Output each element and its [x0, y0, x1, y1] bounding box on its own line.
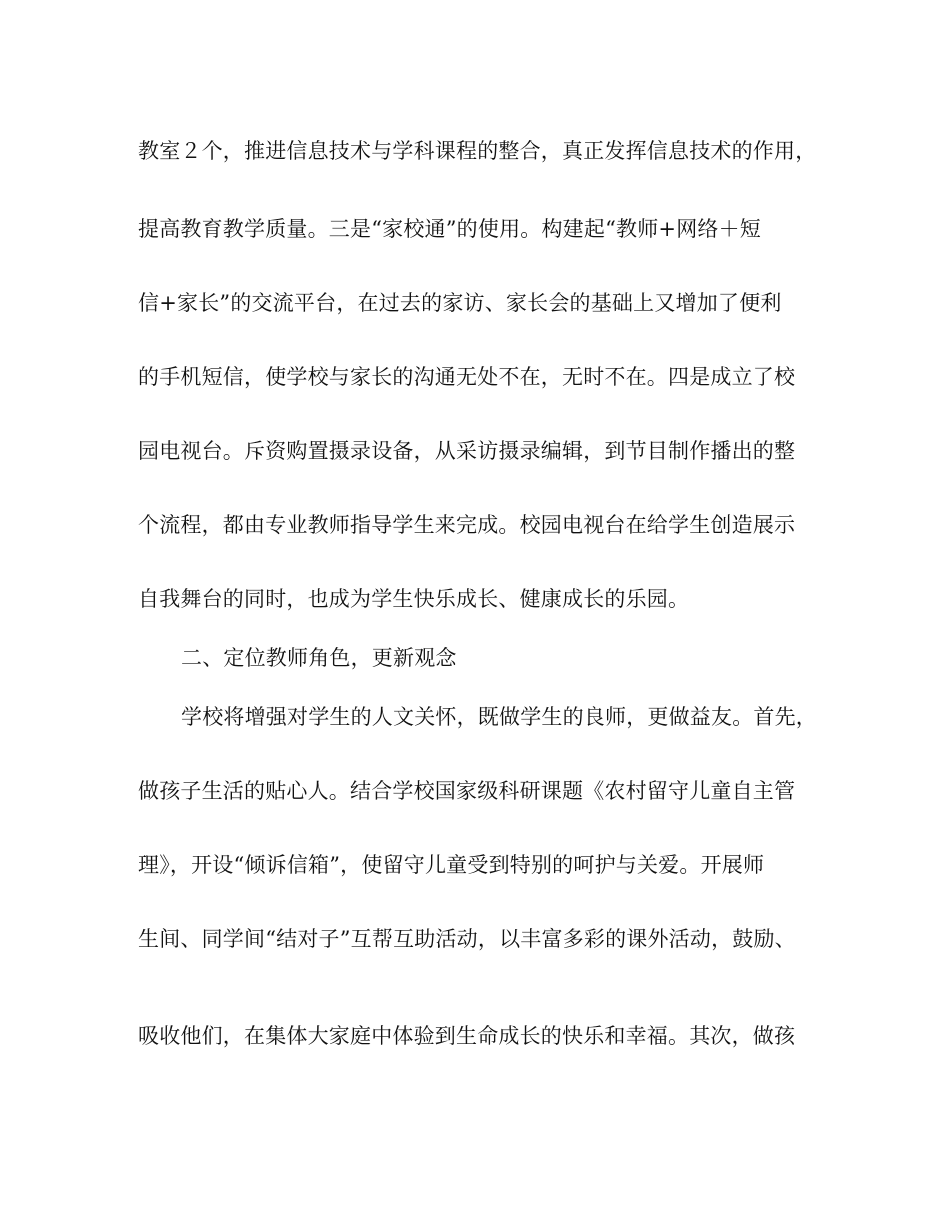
body-text-line: 做孩子生活的贴心人。结合学校国家级科研课题《农村留守儿童自主管: [138, 779, 796, 803]
body-text-line: 提高教育教学质量。三是“家校通”的使用。构建起“教师+网络＋短: [138, 217, 762, 241]
body-text-line: 的手机短信，使学校与家长的沟通无处不在，无时不在。四是成立了校: [138, 365, 796, 389]
body-text-line: 教室２个，推进信息技术与学科课程的整合，真正发挥信息技术的作用，: [138, 139, 817, 163]
body-text-line: 生间、同学间“结对子”互帮互助活动，以丰富多彩的课外活动，鼓励、: [138, 927, 796, 951]
body-text-line: 个流程，都由专业教师指导学生来完成。校园电视台在给学生创造展示: [138, 513, 796, 537]
body-text-line: 自我舞台的同时，也成为学生快乐成长、健康成长的乐园。: [138, 587, 690, 611]
body-text-line: 园电视台。斥资购置摄录设备，从采访摄录编辑，到节目制作播出的整: [138, 439, 796, 463]
section-heading: 二、定位教师角色，更新观念: [181, 646, 457, 670]
body-text-line: 吸收他们，在集体大家庭中体验到生命成长的快乐和幸福。其次，做孩: [138, 1024, 796, 1048]
body-text-line: 学校将增强对学生的人文关怀，既做学生的良师，更做益友。首先，: [181, 705, 817, 729]
body-text-line: 信+家长”的交流平台，在过去的家访、家长会的基础上又增加了便利: [138, 291, 782, 315]
body-text-line: 理》，开设“倾诉信箱”，使留守儿童受到特别的呵护与关爱。开展师: [138, 853, 765, 877]
